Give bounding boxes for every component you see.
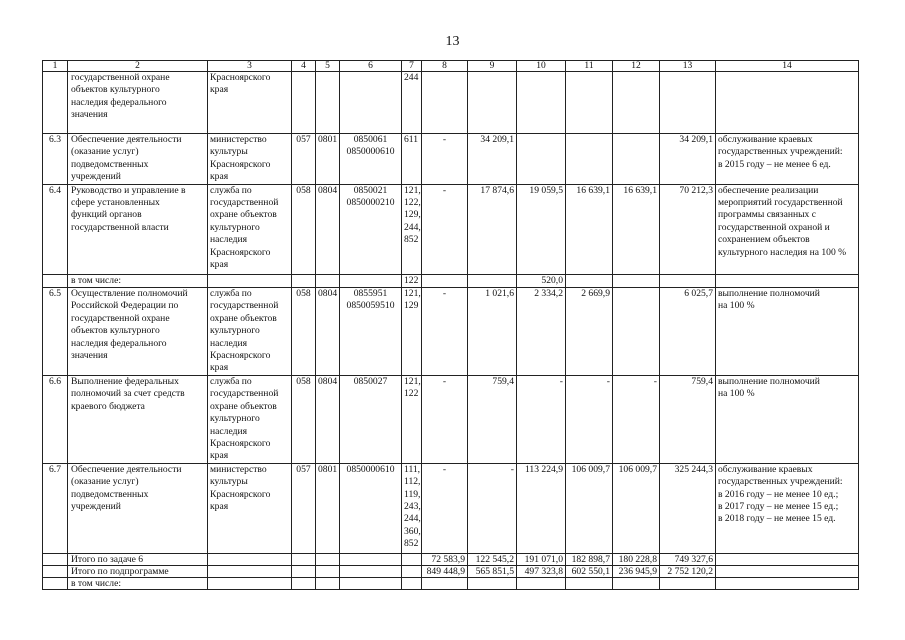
total-cell-empty bbox=[292, 577, 316, 589]
table-cell-col-7: 244 bbox=[402, 72, 422, 134]
total-value-col-11 bbox=[566, 577, 613, 589]
table-cell-col-4: 058 bbox=[292, 375, 316, 463]
total-label: Итого по задаче 6 bbox=[68, 553, 208, 565]
total-value-col-10 bbox=[517, 577, 566, 589]
table-cell-col-12: 16 639,1 bbox=[613, 184, 660, 274]
total-cell-empty bbox=[43, 577, 68, 589]
table-cell-col-2: Выполнение федеральных полномочий за счет средств краевого бюджета bbox=[68, 375, 208, 463]
table-cell-col-6: 0855951 0850059510 bbox=[340, 288, 402, 376]
table-cell-col-8 bbox=[422, 72, 468, 134]
table-cell-col-14: выполнение полномочий на 100 % bbox=[716, 288, 859, 376]
table-cell-col-8: - bbox=[422, 375, 468, 463]
table-cell-col-11 bbox=[566, 274, 613, 287]
table-cell-col-4: 057 bbox=[292, 134, 316, 185]
table-cell-col-14 bbox=[716, 274, 859, 287]
table-cell-col-5: 0801 bbox=[316, 463, 340, 553]
table-cell-col-9 bbox=[468, 274, 517, 287]
header-cell: 6 bbox=[340, 61, 402, 72]
table-cell-col-13: 70 212,3 bbox=[660, 184, 716, 274]
table-cell-col-14: обслуживание краевых государственных учреждений: в 2016 году – не менее 10 ед.; в 2017 году – не менее 15 ед.; в 2018 году – не менее 15 ед. bbox=[716, 463, 859, 553]
total-row bbox=[43, 577, 859, 589]
table-cell-col-6 bbox=[340, 274, 402, 287]
table-cell-col-5: 0801 bbox=[316, 134, 340, 185]
table-cell-col-3: служба по государственной охране объектов культурного наследия Красноярского края bbox=[208, 375, 292, 463]
total-row bbox=[43, 553, 859, 565]
total-cell-empty bbox=[208, 577, 292, 589]
table-cell-col-8: - bbox=[422, 184, 468, 274]
table-cell-col-14 bbox=[716, 72, 859, 134]
total-cell-empty bbox=[208, 565, 292, 577]
table-cell-col-4: 057 bbox=[292, 463, 316, 553]
total-cell-empty bbox=[340, 577, 402, 589]
table-cell-col-14: обеспечение реализации мероприятий государственной программы связанных с государственной охраной и сохранением объектов культурного наследия на 100 % bbox=[716, 184, 859, 274]
table-cell-col-1: 6.7 bbox=[43, 463, 68, 553]
table-cell-col-11: 16 639,1 bbox=[566, 184, 613, 274]
table-cell-col-6: 0850027 bbox=[340, 375, 402, 463]
header-cell: 10 bbox=[517, 61, 566, 72]
total-value-col-8: 72 583,9 bbox=[422, 553, 468, 565]
header-cell: 11 bbox=[566, 61, 613, 72]
header-cell: 3 bbox=[208, 61, 292, 72]
table-cell-col-8: - bbox=[422, 463, 468, 553]
total-value-col-8 bbox=[422, 577, 468, 589]
total-cell-empty bbox=[208, 553, 292, 565]
table-cell-col-12 bbox=[613, 134, 660, 185]
table-cell-col-12: 106 009,7 bbox=[613, 463, 660, 553]
table-cell-col-8: - bbox=[422, 134, 468, 185]
table-cell-col-1: 6.4 bbox=[43, 184, 68, 274]
total-cell-empty bbox=[43, 553, 68, 565]
total-value-col-12: 236 945,9 bbox=[613, 565, 660, 577]
table-cell-col-6: 0850000610 bbox=[340, 463, 402, 553]
table-cell-col-11: - bbox=[566, 375, 613, 463]
table-cell-col-9: - bbox=[468, 463, 517, 553]
total-value-col-9: 565 851,5 bbox=[468, 565, 517, 577]
table-cell-col-1 bbox=[43, 72, 68, 134]
total-value-col-9 bbox=[468, 577, 517, 589]
table-cell-col-2: Обеспечение деятельности (оказание услуг) подведомственных учреждений bbox=[68, 463, 208, 553]
table-cell-col-9: 1 021,6 bbox=[468, 288, 517, 376]
table-cell-col-10 bbox=[517, 134, 566, 185]
program-table bbox=[42, 60, 859, 590]
table-cell-col-13: 759,4 bbox=[660, 375, 716, 463]
table-cell-col-4 bbox=[292, 274, 316, 287]
total-value-col-12: 180 228,8 bbox=[613, 553, 660, 565]
table-cell-col-12 bbox=[613, 72, 660, 134]
header-cell: 1 bbox=[43, 61, 68, 72]
table-cell-col-1: 6.5 bbox=[43, 288, 68, 376]
total-cell-empty bbox=[402, 553, 422, 565]
table-cell-col-1: 6.6 bbox=[43, 375, 68, 463]
table-cell-col-13 bbox=[660, 72, 716, 134]
total-value-col-12 bbox=[613, 577, 660, 589]
table-cell-col-3: Красноярского края bbox=[208, 72, 292, 134]
table-cell-col-8: - bbox=[422, 288, 468, 376]
header-cell: 2 bbox=[68, 61, 208, 72]
table-cell-col-11: 106 009,7 bbox=[566, 463, 613, 553]
header-cell: 14 bbox=[716, 61, 859, 72]
table-cell-col-2: Обеспечение деятельности (оказание услуг) подведомственных учреждений bbox=[68, 134, 208, 185]
header-cell: 5 bbox=[316, 61, 340, 72]
table-cell-col-4: 058 bbox=[292, 184, 316, 274]
table-cell-col-3: служба по государственной охране объектов культурного наследия Красноярского края bbox=[208, 184, 292, 274]
table-cell-col-3: служба по государственной охране объектов культурного наследия Красноярского края bbox=[208, 288, 292, 376]
table-cell-col-3 bbox=[208, 274, 292, 287]
table-cell-col-9: 34 209,1 bbox=[468, 134, 517, 185]
table-row bbox=[43, 375, 859, 463]
total-value-col-13: 2 752 120,2 bbox=[660, 565, 716, 577]
total-cell-empty bbox=[292, 553, 316, 565]
total-value-col-13 bbox=[660, 577, 716, 589]
table-row bbox=[43, 72, 859, 134]
header-cell: 8 bbox=[422, 61, 468, 72]
table-cell-col-13 bbox=[660, 274, 716, 287]
table-cell-col-10: 113 224,9 bbox=[517, 463, 566, 553]
table-cell-col-8 bbox=[422, 274, 468, 287]
page-number: 13 bbox=[445, 34, 460, 49]
table-cell-col-3: министерство культуры Красноярского края bbox=[208, 463, 292, 553]
total-cell-empty bbox=[292, 565, 316, 577]
table-cell-col-11 bbox=[566, 134, 613, 185]
total-cell-empty bbox=[716, 577, 859, 589]
table-cell-col-6: 0850021 0850000210 bbox=[340, 184, 402, 274]
header-cell: 4 bbox=[292, 61, 316, 72]
total-value-col-10: 191 071,0 bbox=[517, 553, 566, 565]
total-cell-empty bbox=[402, 577, 422, 589]
table-cell-col-13: 325 244,3 bbox=[660, 463, 716, 553]
table-cell-col-2: в том числе: bbox=[68, 274, 208, 287]
header-cell: 13 bbox=[660, 61, 716, 72]
table-cell-col-7: 611 bbox=[402, 134, 422, 185]
total-cell-empty bbox=[316, 577, 340, 589]
table-cell-col-6 bbox=[340, 72, 402, 134]
table-cell-col-1 bbox=[43, 274, 68, 287]
table-cell-col-11: 2 669,9 bbox=[566, 288, 613, 376]
table-cell-col-7: 121, 129 bbox=[402, 288, 422, 376]
table-cell-col-7: 121, 122, 129, 244, 852 bbox=[402, 184, 422, 274]
table-cell-col-2: государственной охране объектов культурного наследия федерального значения bbox=[68, 72, 208, 134]
total-cell-empty bbox=[316, 565, 340, 577]
table-cell-col-14: выполнение полномочий на 100 % bbox=[716, 375, 859, 463]
table-cell-col-13: 34 209,1 bbox=[660, 134, 716, 185]
table-cell-col-4 bbox=[292, 72, 316, 134]
table-cell-col-1: 6.3 bbox=[43, 134, 68, 185]
table-cell-col-9: 759,4 bbox=[468, 375, 517, 463]
table-cell-col-12: - bbox=[613, 375, 660, 463]
table-cell-col-5 bbox=[316, 72, 340, 134]
table-cell-col-6: 0850061 0850000610 bbox=[340, 134, 402, 185]
total-cell-empty bbox=[340, 565, 402, 577]
table-cell-col-3: министерство культуры Красноярского края bbox=[208, 134, 292, 185]
table-cell-col-11 bbox=[566, 72, 613, 134]
table-cell-col-5: 0804 bbox=[316, 184, 340, 274]
total-cell-empty bbox=[316, 553, 340, 565]
table-cell-col-9: 17 874,6 bbox=[468, 184, 517, 274]
table-cell-col-7: 111, 112, 119, 243, 244, 360, 852 bbox=[402, 463, 422, 553]
table-cell-col-10: - bbox=[517, 375, 566, 463]
table-cell-col-9 bbox=[468, 72, 517, 134]
table-row bbox=[43, 134, 859, 185]
table-row bbox=[43, 274, 859, 287]
table-cell-col-7: 122 bbox=[402, 274, 422, 287]
total-cell-empty bbox=[43, 565, 68, 577]
total-label: Итого по подпрограмме bbox=[68, 565, 208, 577]
table-cell-col-7: 121, 122 bbox=[402, 375, 422, 463]
header-cell: 12 bbox=[613, 61, 660, 72]
table-cell-col-13: 6 025,7 bbox=[660, 288, 716, 376]
table-cell-col-5 bbox=[316, 274, 340, 287]
table-cell-col-5: 0804 bbox=[316, 375, 340, 463]
total-cell-empty bbox=[716, 565, 859, 577]
total-value-col-11: 602 550,1 bbox=[566, 565, 613, 577]
table-cell-col-4: 058 bbox=[292, 288, 316, 376]
total-label: в том числе: bbox=[68, 577, 208, 589]
total-row bbox=[43, 565, 859, 577]
table-cell-col-2: Осуществление полномочий Российской Федерации по государственной охране объектов культурного наследия федерального значения bbox=[68, 288, 208, 376]
total-value-col-8: 849 448,9 bbox=[422, 565, 468, 577]
table-cell-col-14: обслуживание краевых государственных учреждений: в 2015 году – не менее 6 ед. bbox=[716, 134, 859, 185]
table-row bbox=[43, 184, 859, 274]
table-row bbox=[43, 463, 859, 553]
table-cell-col-10: 520,0 bbox=[517, 274, 566, 287]
total-cell-empty bbox=[402, 565, 422, 577]
table-cell-col-10 bbox=[517, 72, 566, 134]
table-cell-col-5: 0804 bbox=[316, 288, 340, 376]
header-row bbox=[43, 61, 859, 72]
table-cell-col-12 bbox=[613, 274, 660, 287]
total-value-col-13: 749 327,6 bbox=[660, 553, 716, 565]
total-cell-empty bbox=[716, 553, 859, 565]
table-cell-col-10: 19 059,5 bbox=[517, 184, 566, 274]
header-cell: 9 bbox=[468, 61, 517, 72]
header-cell: 7 bbox=[402, 61, 422, 72]
total-value-col-9: 122 545,2 bbox=[468, 553, 517, 565]
total-value-col-11: 182 898,7 bbox=[566, 553, 613, 565]
table-cell-col-12 bbox=[613, 288, 660, 376]
total-value-col-10: 497 323,8 bbox=[517, 565, 566, 577]
table-row bbox=[43, 288, 859, 376]
table-cell-col-2: Руководство и управление в сфере установленных функций органов государственной власти bbox=[68, 184, 208, 274]
table-cell-col-10: 2 334,2 bbox=[517, 288, 566, 376]
total-cell-empty bbox=[340, 553, 402, 565]
